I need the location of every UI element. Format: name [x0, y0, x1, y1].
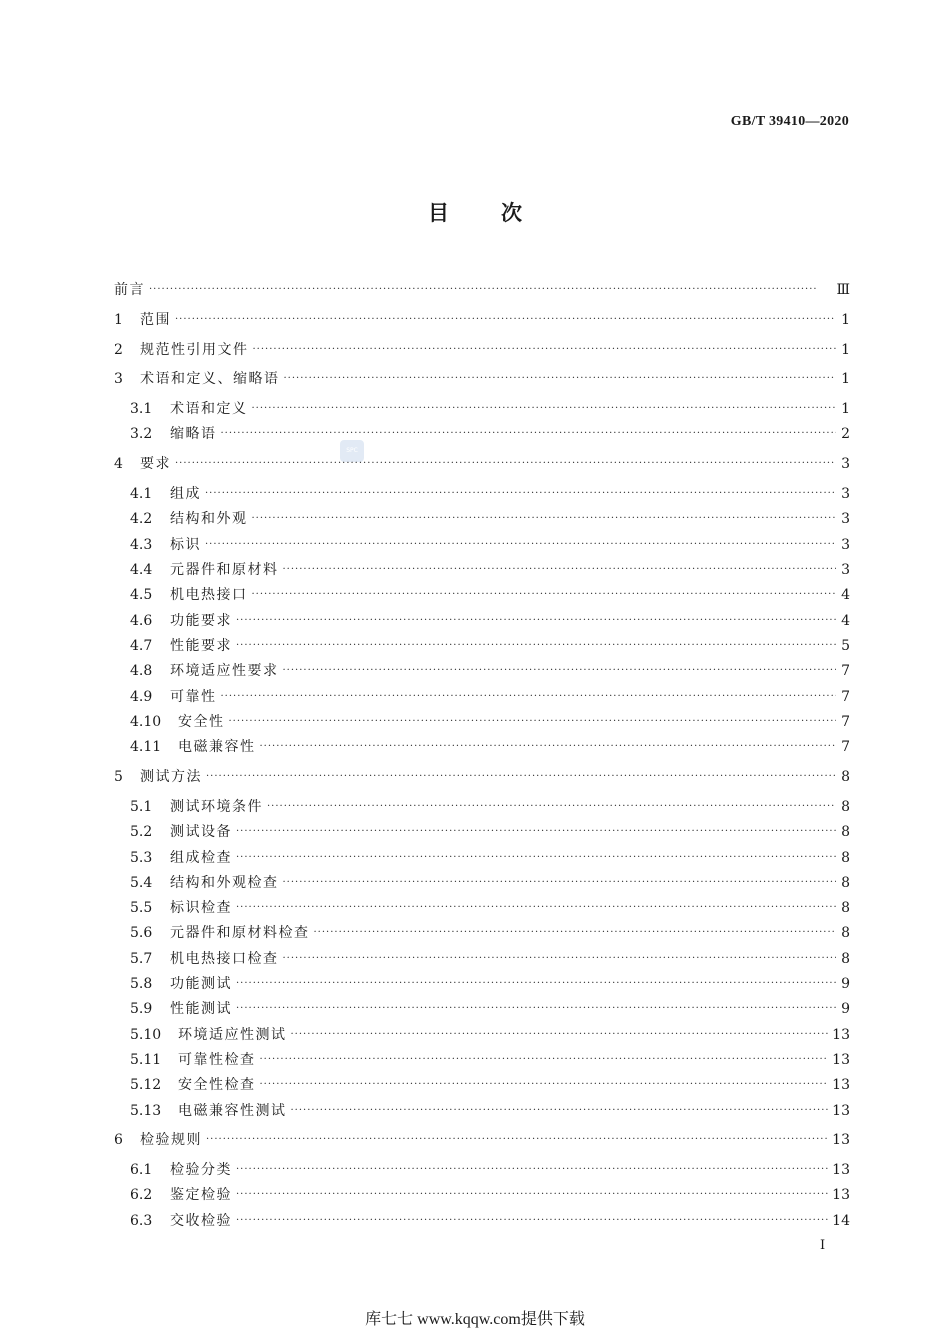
toc-entry-number: 6.1: [130, 1162, 153, 1178]
toc-entry[interactable]: [114, 340, 850, 360]
toc-entry-label: 组成检查: [170, 850, 232, 866]
toc-entry-page: 3: [841, 537, 850, 553]
toc-entry-number: 4.4: [130, 562, 153, 578]
toc-entry-number: 6.2: [130, 1187, 153, 1203]
toc-entry-page: 4: [841, 587, 850, 603]
toc-entry-page: 13: [832, 1132, 850, 1148]
toc-entry-page: 5: [841, 638, 850, 654]
toc-entry[interactable]: [130, 1211, 850, 1231]
toc-entry-number: 4.1: [130, 486, 153, 502]
toc-entry[interactable]: [130, 509, 850, 529]
toc-entry-label: 规范性引用文件: [140, 342, 249, 358]
toc-leader-dots: [236, 636, 836, 656]
toc-leader-dots: [236, 611, 836, 631]
toc-entry-page: 14: [832, 1213, 850, 1229]
toc-entry-page: 1: [841, 371, 850, 387]
toc-leader-dots: [291, 1025, 829, 1045]
toc-entry-number: 4.11: [130, 739, 162, 755]
toc-leader-dots: [206, 1130, 828, 1150]
toc-entry-page: 3: [841, 486, 850, 502]
toc-leader-dots: [267, 797, 836, 817]
toc-entry[interactable]: [130, 974, 850, 994]
toc-leader-dots: [236, 822, 836, 842]
toc-entry[interactable]: [130, 687, 850, 707]
toc-entry[interactable]: [130, 585, 850, 605]
toc-entry[interactable]: [114, 369, 850, 389]
toc-entry-page: 8: [841, 769, 850, 785]
toc-leader-dots: [229, 712, 837, 732]
toc-entry[interactable]: [130, 560, 850, 580]
toc-entry-page: 1: [841, 401, 850, 417]
toc-entry-page: 1: [841, 312, 850, 328]
toc-entry-label: 测试环境条件: [170, 799, 263, 815]
toc-leader-dots: [175, 454, 836, 474]
toc-entry-number: 5.5: [130, 900, 153, 916]
toc-entry[interactable]: [114, 1130, 850, 1150]
toc-leader-dots: [205, 535, 836, 555]
toc-entry[interactable]: [130, 898, 850, 918]
toc-entry-label: 组成: [170, 486, 201, 502]
toc-entry-page: 8: [841, 850, 850, 866]
toc-entry[interactable]: [130, 1050, 850, 1070]
toc-leader-dots: [283, 560, 837, 580]
toc-entry-number: 4.5: [130, 587, 153, 603]
toc-entry-label: 术语和定义: [170, 401, 248, 417]
toc-entry-label: 缩略语: [170, 426, 217, 442]
title-char-1: 目: [428, 201, 449, 225]
toc-entry[interactable]: [130, 1025, 850, 1045]
toc-entry-label: 性能要求: [170, 638, 232, 654]
toc-entry-label: 交收检验: [170, 1213, 232, 1229]
toc-entry-label: 可靠性: [170, 689, 217, 705]
toc-entry-number: 5.7: [130, 951, 153, 967]
toc-entry-number: 5.1: [130, 799, 153, 815]
toc-leader-dots: [236, 974, 836, 994]
toc-entry[interactable]: [130, 737, 850, 757]
toc-entry-label: 标识检查: [170, 900, 232, 916]
toc-entry[interactable]: [130, 949, 850, 969]
toc-entry-number: 3: [114, 371, 123, 387]
page-title: [0, 197, 950, 227]
toc-entry[interactable]: [130, 535, 850, 555]
toc-entry-page: 8: [841, 799, 850, 815]
toc-leader-dots: [260, 1075, 829, 1095]
toc-entry-label: 功能要求: [170, 613, 232, 629]
toc-entry-label: 环境适应性测试: [178, 1027, 287, 1043]
toc-entry[interactable]: [130, 1101, 850, 1121]
toc-entry-page: 2: [841, 426, 850, 442]
toc-entry-page: 8: [841, 951, 850, 967]
toc-entry-label: 要求: [140, 456, 171, 472]
toc-entry-page: 13: [832, 1187, 850, 1203]
toc-leader-dots: [236, 898, 836, 918]
toc-entry-number: 5: [114, 769, 123, 785]
watermark-logo: SPC: [340, 440, 364, 462]
toc-leader-dots: [236, 1160, 828, 1180]
toc-entry[interactable]: [130, 661, 850, 681]
toc-entry[interactable]: [130, 1160, 850, 1180]
toc-entry-number: 4.3: [130, 537, 153, 553]
toc-entry-number: 4.2: [130, 511, 153, 527]
toc-entry-label: 标识: [170, 537, 201, 553]
toc-entry-number: 5.8: [130, 976, 153, 992]
toc-entry-number: 4: [114, 456, 123, 472]
toc-entry[interactable]: [130, 797, 850, 817]
toc-entry[interactable]: [114, 310, 850, 330]
toc-entry[interactable]: [130, 484, 850, 504]
toc-entry-label: 电磁兼容性测试: [178, 1103, 287, 1119]
toc-entry-label: 机电热接口检查: [170, 951, 279, 967]
toc-entry-page: 7: [841, 739, 850, 755]
toc-entry-label: 鉴定检验: [170, 1187, 232, 1203]
toc-entry-label: 性能测试: [170, 1001, 232, 1017]
toc-leader-dots: [314, 923, 837, 943]
toc-leader-dots: [221, 424, 837, 444]
toc-entry-number: 5.3: [130, 850, 153, 866]
toc-entry-number: 5.6: [130, 925, 153, 941]
toc-entry-page: 8: [841, 900, 850, 916]
toc-entry-label: 元器件和原材料检查: [170, 925, 310, 941]
toc-entry-page: 13: [832, 1162, 850, 1178]
toc-entry[interactable]: [114, 767, 850, 787]
toc-entry[interactable]: [130, 873, 850, 893]
toc-leader-dots: [205, 484, 836, 504]
toc-entry-page: 3: [841, 456, 850, 472]
toc-entry[interactable]: [130, 712, 850, 732]
toc-leader-dots: [284, 369, 837, 389]
toc-entry-number: 4.8: [130, 663, 153, 679]
toc-leader-dots: [206, 767, 836, 787]
toc-entry-label: 测试设备: [170, 824, 232, 840]
toc-entry[interactable]: [130, 923, 850, 943]
toc-entry-label: 环境适应性要求: [170, 663, 279, 679]
toc-entry-page: 13: [832, 1052, 850, 1068]
toc-entry-label: 前言: [114, 282, 145, 298]
toc-entry[interactable]: [130, 1075, 850, 1095]
toc-leader-dots: [236, 848, 836, 868]
toc-entry-number: 5.11: [130, 1052, 162, 1068]
toc-leader-dots: [253, 340, 837, 360]
toc-entry-number: 4.9: [130, 689, 153, 705]
toc-leader-dots: [149, 280, 832, 300]
toc-leader-dots: [252, 509, 837, 529]
toc-entry-label: 元器件和原材料: [170, 562, 279, 578]
toc-entry-label: 术语和定义、缩略语: [140, 371, 280, 387]
toc-entry-page: 1: [841, 342, 850, 358]
toc-entry-label: 可靠性检查: [178, 1052, 256, 1068]
toc-entry-number: 1: [114, 312, 123, 328]
toc-entry[interactable]: [130, 399, 850, 419]
toc-entry-page: 7: [841, 714, 850, 730]
toc-entry-page: 8: [841, 875, 850, 891]
toc-entry-number: 3.2: [130, 426, 153, 442]
toc-leader-dots: [283, 661, 837, 681]
toc-leader-dots: [283, 873, 837, 893]
toc-leader-dots: [252, 585, 837, 605]
toc-entry-label: 检验分类: [170, 1162, 232, 1178]
toc-leader-dots: [236, 1211, 828, 1231]
toc-entry-page: 4: [841, 613, 850, 629]
toc-leader-dots: [236, 1185, 828, 1205]
toc-leader-dots: [260, 737, 837, 757]
toc-entry-number: 5.12: [130, 1077, 162, 1093]
toc-entry-page: 13: [832, 1027, 850, 1043]
toc-entry-number: 6.3: [130, 1213, 153, 1229]
toc-entry[interactable]: [130, 1185, 850, 1205]
toc-entry[interactable]: [114, 280, 850, 300]
toc-leader-dots: [175, 310, 836, 330]
toc-entry-label: 范围: [140, 312, 171, 328]
toc-entry-label: 结构和外观检查: [170, 875, 279, 891]
toc-entry-label: 检验规则: [140, 1132, 202, 1148]
toc-entry[interactable]: [114, 454, 850, 474]
toc-entry[interactable]: [130, 424, 850, 444]
toc-entry-page: 13: [832, 1103, 850, 1119]
toc-entry-page: 8: [841, 925, 850, 941]
toc-leader-dots: [260, 1050, 829, 1070]
standard-code: GB/T 39410—2020: [730, 114, 849, 129]
toc-entry-number: 5.13: [130, 1103, 162, 1119]
toc-entry-number: 4.10: [130, 714, 162, 730]
toc-entry-label: 机电热接口: [170, 587, 248, 603]
toc-entry-page: 3: [841, 511, 850, 527]
toc-entry-number: 5.2: [130, 824, 153, 840]
toc-leader-dots: [291, 1101, 829, 1121]
toc-entry-number: 5.9: [130, 1001, 153, 1017]
toc-entry-page: Ⅲ: [836, 282, 850, 298]
toc-leader-dots: [252, 399, 837, 419]
toc-entry-label: 安全性检查: [178, 1077, 256, 1093]
toc-leader-dots: [283, 949, 837, 969]
toc-entry-label: 电磁兼容性: [178, 739, 256, 755]
toc-entry[interactable]: [130, 611, 850, 631]
toc-entry-number: 4.7: [130, 638, 153, 654]
toc-entry[interactable]: [130, 822, 850, 842]
toc-entry-page: 13: [832, 1077, 850, 1093]
toc-entry-number: 4.6: [130, 613, 153, 629]
toc-entry[interactable]: [130, 999, 850, 1019]
title-char-2: 次: [501, 201, 522, 225]
toc-entry[interactable]: [130, 636, 850, 656]
toc-entry[interactable]: [130, 848, 850, 868]
toc-entry-page: 8: [841, 824, 850, 840]
toc-entry-label: 功能测试: [170, 976, 232, 992]
toc-entry-number: 6: [114, 1132, 123, 1148]
toc-entry-page: 9: [841, 976, 850, 992]
toc-entry-page: 7: [841, 663, 850, 679]
toc-entry-label: 测试方法: [140, 769, 202, 785]
toc-entry-number: 5.4: [130, 875, 153, 891]
toc-entry-page: 3: [841, 562, 850, 578]
toc-entry-number: 5.10: [130, 1027, 162, 1043]
toc-entry-label: 安全性: [178, 714, 225, 730]
page-number: I: [820, 1238, 826, 1253]
toc-entry-page: 9: [841, 1001, 850, 1017]
toc-leader-dots: [221, 687, 837, 707]
toc-entry-label: 结构和外观: [170, 511, 248, 527]
toc-entry-page: 7: [841, 689, 850, 705]
toc-entry-number: 3.1: [130, 401, 153, 417]
footer-download-note: 库七七 www.kqqw.com提供下载: [365, 1311, 585, 1328]
toc-entry-number: 2: [114, 342, 123, 358]
toc-leader-dots: [236, 999, 836, 1019]
